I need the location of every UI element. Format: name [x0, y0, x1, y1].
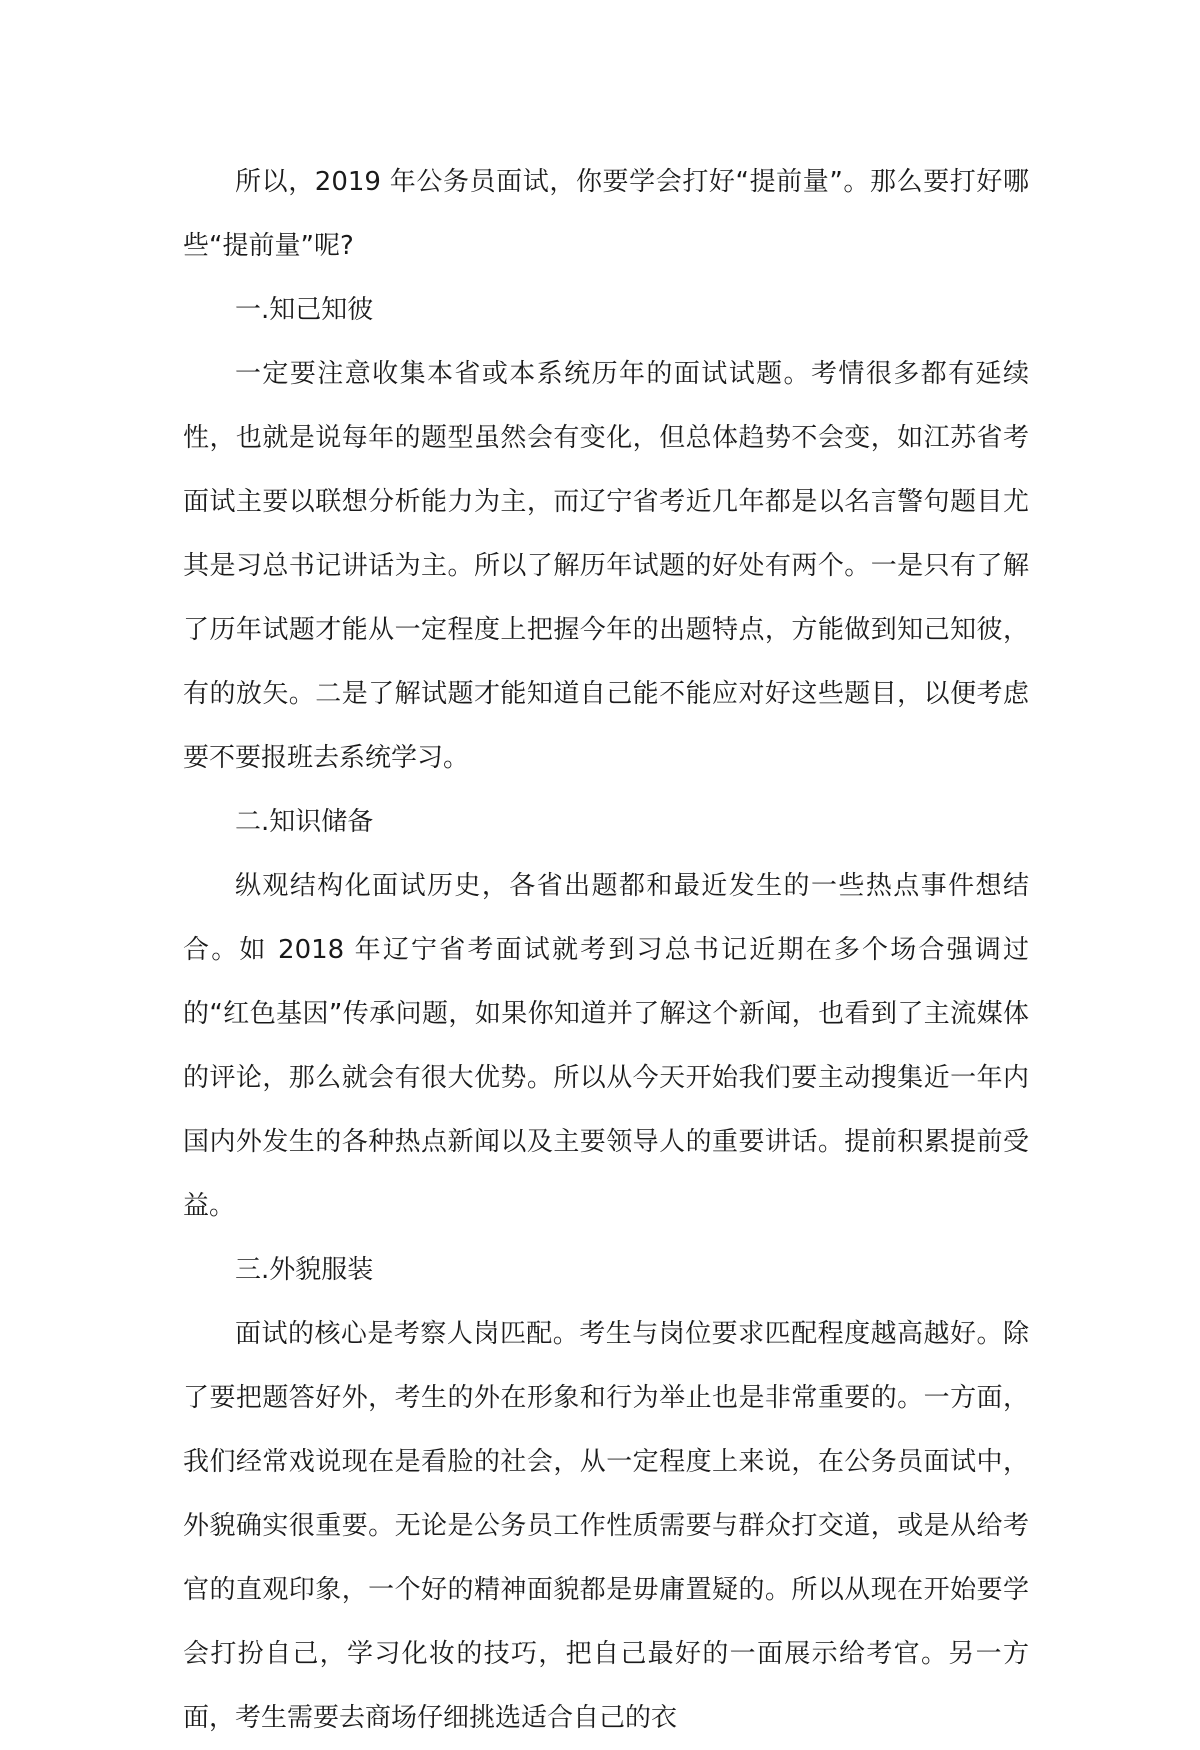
document-body — [183, 150, 1029, 1750]
paragraph-intro: 所以，2019 年公务员面试，你要学会打好“提前量”。那么要打好哪些“提前量”呢? — [183, 167, 1029, 261]
paragraph-know-yourself: 一定要注意收集本省或本系统历年的面试试题。考情很多都有延续性，也就是说每年的题型虽然会有变化，但总体趋势不会变，如江苏省考面试主要以联想分析能力为主，而辽宁省考近几年都是以名言警句题目尤其是习总书记讲话为主。所以了解历年试题的好处有两个。一是只有了解了历年试题才能从一定程度上把握今年的出题特点，方能做到知己知彼，有的放矢。二是了解试题才能知道自己能不能应对好这些题目，以便考虑要不要报班去系统学习。 — [183, 359, 1029, 773]
section-heading-knowledge-reserve: 二.知识储备 — [235, 807, 374, 837]
paragraph-knowledge-reserve: 纵观结构化面试历史，各省出题都和最近发生的一些热点事件想结合。如 2018 年辽宁省考面试就考到习总书记近期在多个场合强调过的“红色基因”传承问题，如果你知道并了解这个新闻，也看到了主流媒体的评论，那么就会有很大优势。所以从今天开始我们要主动搜集近一年内国内外发生的各种热点新闻以及主要领导人的重要讲话。提前积累提前受益。 — [183, 871, 1029, 1221]
paragraph-appearance: 面试的核心是考察人岗匹配。考生与岗位要求匹配程度越高越好。除了要把题答好外，考生的外在形象和行为举止也是非常重要的。一方面，我们经常戏说现在是看脸的社会，从一定程度上来说，在公务员面试中，外貌确实很重要。无论是公务员工作性质需要与群众打交道，或是从给考官的直观印象，一个好的精神面貌都是毋庸置疑的。所以从现在开始要学会打扮自己，学习化妆的技巧，把自己最好的一面展示给考官。另一方面，考生需要去商场仔细挑选适合自己的衣 — [183, 1319, 1029, 1733]
section-heading-know-yourself: 一.知己知彼 — [235, 295, 374, 325]
section-heading-appearance: 三.外貌服装 — [235, 1255, 374, 1285]
